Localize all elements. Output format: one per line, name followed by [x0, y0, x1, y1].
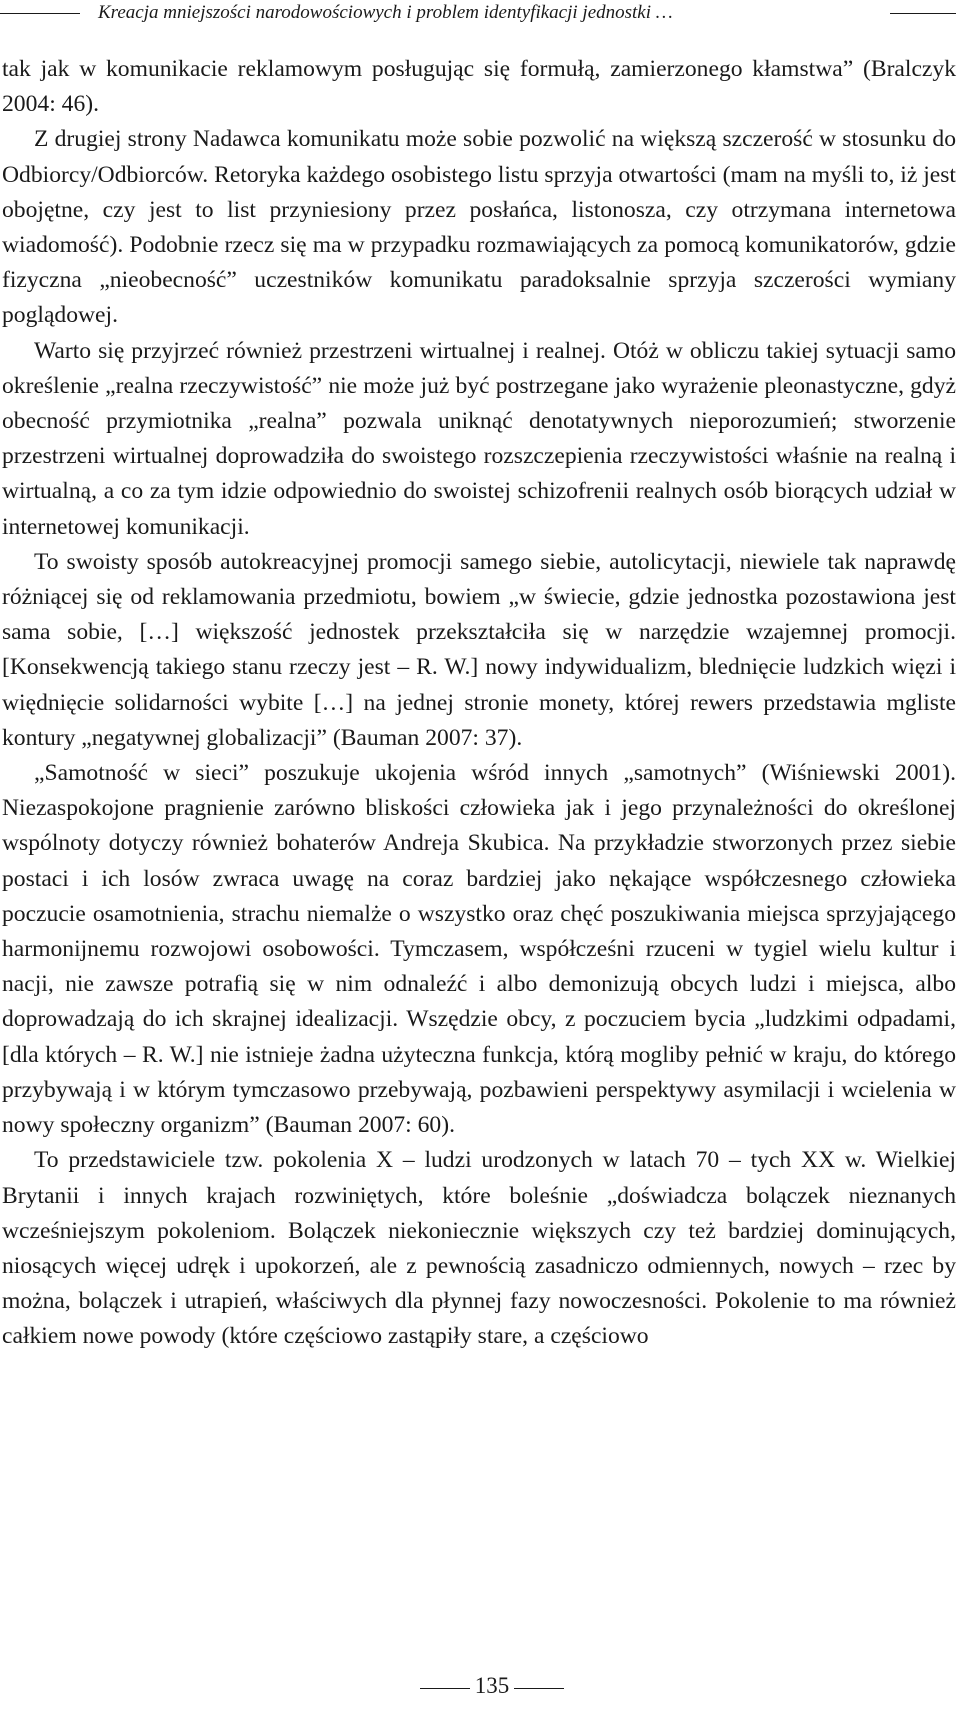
page-number: 135	[474, 1673, 510, 1698]
paragraph: Warto się przyjrzeć również przestrzeni wirtualnej i realnej. Otóż w obliczu takiej sytuacji samo określenie „realna rzeczywistość” nie może już być postrzegane jako wyrażenie pleonastyczne, gdyż obecność przymiotnika „realna” pozwala uniknąć denotatywnych nieporozumień; stworzenie przestrzeni wirtualnej doprowadziła do swoistego rozszczepienia rzeczywistości właśnie na realną i wirtualną, a co za tym idzie odpowiednio do swoistej schizofrenii realnych osób biorących udział w internetowej komunikacji.	[2, 337, 956, 540]
running-title: Kreacja mniejszości narodowościowych i problem identyfikacji jednostki …	[98, 2, 673, 23]
footer-rule-right	[514, 1688, 564, 1689]
paragraph: To swoisty sposób autokreacyjnej promocji samego siebie, autolicytacji, niewiele tak naprawdę różniącej się od reklamowania przedmiotu, bowiem „w świecie, gdzie jednostka pozostawiona jest sama sobie, […] większość jednostek przekształciła się w narzędzie wzajemnej promocji. [Konsekwencją takiego stanu rzeczy jest – R. W.] nowy indywidualizm, blednięcie ludzkich więzi i więdnięcie solidarności wybite […] na jednej stronie monety, której rewers przedstawia mgliste kontury „negatywnej globalizacji” (Bauman 2007: 37).	[2, 548, 956, 751]
paragraph: „Samotność w sieci” poszukuje ukojenia wśród innych „samotnych” (Wiśniewski 2001). Niezaspokojone pragnienie zarówno bliskości człowieka jak i jego przynależności do określonej wspólnoty dotyczy również bohaterów Andreja Skubica. Na przykładzie stworzonych przez siebie postaci i ich losów zwraca uwagę na coraz bardziej jako nękające współczesnego człowieka poczucie osamotnienia, strachu niemalże o wszystko oraz chęć poszukiwania miejsca sprzyjającego harmonijnemu rozwojowi osobowości. Tymczasem, współcześni rzuceni w tygiel wielu kultur i nacji, nie zawsze potrafią się w nim odnaleźć i albo demonizują obcych ludzi i miejsca, albo doprowadzają do ich skrajnej idealizacji. Wszędzie obcy, z poczuciem bycia „ludzkimi odpadami, [dla których – R. W.] nie istnieje żadna użyteczna funkcja, którą mogliby pełnić w kraju, do którego przybywają i w którym tymczasowo przebywają, pozbawieni perspektywy asymilacji i wcielenia w nowy społeczny organizm” (Bauman 2007: 60).	[2, 760, 956, 1139]
running-header	[0, 0, 960, 30]
header-rule-right	[890, 13, 956, 14]
paragraph: tak jak w komunikacie reklamowym posługując się formułą, zamierzonego kłamstwa” (Bralczyk 2004: 46).	[2, 56, 956, 118]
paragraph: To przedstawiciele tzw. pokolenia X – ludzi urodzonych w latach 70 – tych XX w. Wielkiej Brytanii i innych krajach rozwiniętych, które boleśnie „doświadcza bolączek nieznanych wcześniejszym pokoleniom. Bolączek niekoniecznie większych czy też bardziej dominujących, niosących więcej udręk i upokorzeń, ale z pewnością zasadniczo odmiennych, nowych – rzec by można, bolączek i utrapień, właściwych dla płynnej fazy nowoczesności. Pokolenie to ma również całkiem nowe powody (które częściowo zastąpiły stare, a częściowo	[2, 1147, 956, 1350]
paragraph: Z drugiej strony Nadawca komunikatu może sobie pozwolić na większą szczerość w stosunku do Odbiorcy/Odbiorców. Retoryka każdego osobistego listu sprzyja otwartości (mam na myśli to, iż jest obojętne, czy jest to list przyniesiony przez posłańca, listonosza, czy otrzymana internetowa wiadomość). Podobnie rzecz się ma w przypadku rozmawiających za pomocą komunikatorów, gdzie fizyczna „nieobecność” uczestników komunikatu paradoksalnie sprzyja szczerości wymiany poglądowej.	[2, 126, 956, 329]
page-footer	[0, 1668, 960, 1702]
body-text	[2, 52, 956, 1355]
footer-rule-left	[420, 1688, 470, 1689]
header-rule-left	[0, 13, 80, 14]
